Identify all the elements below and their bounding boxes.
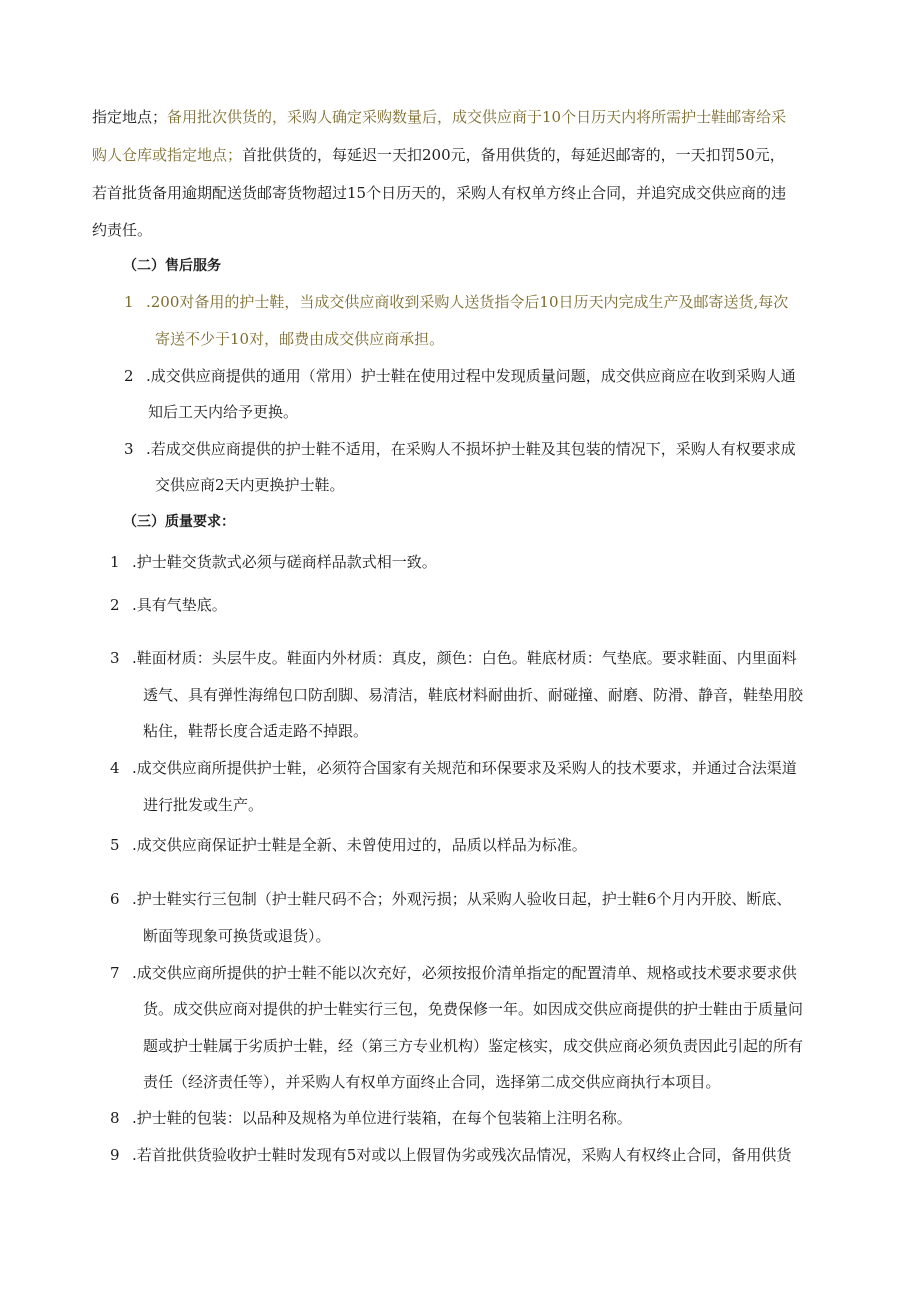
item-number: 4 bbox=[110, 759, 120, 777]
intro-line-2-olive: 购人仓库或指定地点； bbox=[92, 146, 243, 164]
quality-item-3-cont-1: 透气、具有弹性海绵包口防刮脚、易清洁，鞋底材料耐曲折、耐碰撞、耐磨、防滑、静音，鞋垫用胶 bbox=[143, 686, 804, 704]
item-number: 9 bbox=[110, 1146, 120, 1164]
heading-quality: （三）质量要求： bbox=[123, 514, 235, 530]
item-number: 6 bbox=[110, 890, 120, 908]
quality-item-7-cont-1: 货。成交供应商对提供的护士鞋实行三包，免费保修一年。如因成交供应商提供的护士鞋由于质量问 bbox=[143, 1000, 804, 1018]
item-text: .具有气垫底。 bbox=[132, 596, 227, 614]
quality-item-6 bbox=[110, 889, 791, 909]
intro-line-1-black: 指定地点； bbox=[92, 108, 168, 126]
intro-line-2 bbox=[92, 145, 785, 165]
quality-item-5 bbox=[110, 835, 587, 855]
item-text: .护士鞋交货款式必须与磋商样品款式相一致。 bbox=[132, 553, 437, 571]
intro-line-2-black: 首批供货的，每延迟一天扣200元，备用供货的，每延迟邮寄的，一天扣罚50元， bbox=[242, 146, 785, 164]
item-text: .若首批供货验收护士鞋时发现有5对或以上假冒伪劣或残次品情况，采购人有权终止合同，备用供货 bbox=[132, 1146, 792, 1164]
after-sales-item-1-cont: 寄送不少于10对，邮费由成交供应商承担。 bbox=[155, 330, 445, 348]
quality-item-6-cont: 断面等现象可换货或退货）。 bbox=[143, 927, 331, 945]
item-number: 3 bbox=[124, 440, 134, 458]
after-sales-item-3-cont: 交供应商2天内更换护士鞋。 bbox=[155, 476, 345, 494]
item-number: 8 bbox=[110, 1109, 120, 1127]
intro-line-3: 若首批货备用逾期配送货邮寄货物超过15个日历天的，采购人有权单方终止合同，并追究成交供应商的违 bbox=[92, 184, 787, 202]
quality-item-1 bbox=[110, 552, 437, 572]
quality-item-7 bbox=[110, 963, 797, 983]
item-text: .成交供应商提供的通用（常用）护士鞋在使用过程中发现质量问题，成交供应商应在收到采购人通 bbox=[146, 367, 796, 385]
item-text: .成交供应商所提供护士鞋，必须符合国家有关规范和环保要求及采购人的技术要求，并通过合法渠道 bbox=[132, 759, 797, 777]
quality-item-8 bbox=[110, 1108, 632, 1128]
item-text: .成交供应商所提供的护士鞋不能以次充好，必须按报价清单指定的配置清单、规格或技术要求要求供 bbox=[132, 964, 797, 982]
intro-line-4: 约责任。 bbox=[92, 221, 153, 239]
item-text: .护士鞋的包装：以品种及规格为单位进行装箱，在每个包装箱上注明名称。 bbox=[132, 1109, 632, 1127]
item-number: 7 bbox=[110, 964, 120, 982]
item-text: .鞋面材质：头层牛皮。鞋面内外材质：真皮，颜色：白色。鞋底材质：气垫底。要求鞋面、内里面料 bbox=[132, 649, 797, 667]
after-sales-item-3 bbox=[124, 439, 796, 459]
quality-item-2 bbox=[110, 595, 227, 615]
after-sales-item-1 bbox=[124, 292, 788, 312]
quality-item-3-cont-2: 粘住，鞋帮长度合适走路不掉跟。 bbox=[143, 722, 369, 740]
intro-line-1-olive: 备用批次供货的，采购人确定采购数量后，成交供应商于10个日历天内将所需护士鞋邮寄给采 bbox=[167, 108, 787, 126]
item-number: 3 bbox=[110, 649, 120, 667]
quality-item-4-cont: 进行批发或生产。 bbox=[143, 796, 264, 814]
item-number: 1 bbox=[110, 553, 120, 571]
intro-line-1 bbox=[92, 107, 786, 127]
item-text: .护士鞋实行三包制（护士鞋尺码不合；外观污损；从采购人验收日起，护士鞋6个月内开胶、断底、 bbox=[132, 890, 792, 908]
item-text: .若成交供应商提供的护士鞋不适用，在采购人不损坏护士鞋及其包装的情况下，采购人有权要求成 bbox=[146, 440, 796, 458]
item-text: .200对备用的护士鞋，当成交供应商收到采购人送货指令后10日历天内完成生产及邮寄送货,每次 bbox=[146, 293, 789, 311]
quality-item-7-cont-2: 题或护士鞋属于劣质护士鞋，经（第三方专业机构）鉴定核实，成交供应商必须负责因此引起的所有 bbox=[143, 1037, 804, 1055]
item-number: 5 bbox=[110, 836, 120, 854]
quality-item-9 bbox=[110, 1145, 791, 1165]
after-sales-item-2-cont: 知后工天内给予更换。 bbox=[148, 403, 299, 421]
after-sales-item-2 bbox=[124, 366, 796, 386]
quality-item-3 bbox=[110, 648, 797, 668]
quality-item-7-cont-3: 责任（经济责任等），并采购人有权单方面终止合同，选择第二成交供应商执行本项目。 bbox=[143, 1073, 721, 1091]
item-number: 2 bbox=[110, 596, 120, 614]
quality-item-4 bbox=[110, 758, 797, 778]
item-text: .成交供应商保证护士鞋是全新、未曾使用过的，品质以样品为标准。 bbox=[132, 836, 587, 854]
item-number: 2 bbox=[124, 367, 134, 385]
item-number: 1 bbox=[124, 293, 134, 311]
heading-after-sales: （二）售后服务 bbox=[123, 258, 221, 274]
